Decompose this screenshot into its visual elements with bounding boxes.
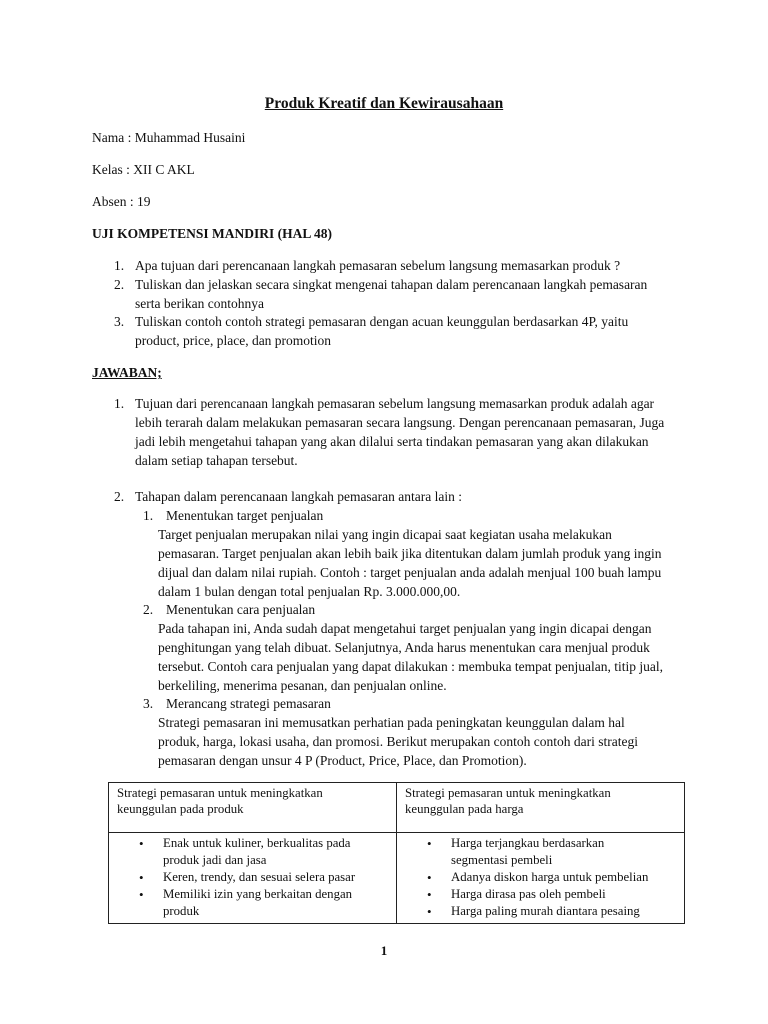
question-text: product, price, place, dan promotion [135,333,332,348]
header-line: Strategi pemasaran untuk meningkatkan [405,786,611,800]
section-heading: UJI KOMPETENSI MANDIRI (HAL 48) [92,226,333,241]
answer-text: Tujuan dari perencanaan langkah pemasaran sebelum langsung memasarkan produk adalah agar [135,396,655,411]
table-cell [397,833,685,924]
bullet-list [117,835,388,920]
table-header-cell [109,783,397,833]
step-text: Target penjualan merupakan nilai yang ingin dicapai saat kegiatan usaha melakukan [158,527,612,542]
step-text: dijual dan dalam nilai rupiah. Contoh : target penjualan anda adalah menjual 100 buah lampu [158,565,662,580]
document-title: Produk Kreatif dan Kewirausahaan [264,95,504,112]
answer-number: 1. [114,396,125,411]
table-header-cell [397,783,685,833]
step-number: 3. [143,696,154,711]
student-class: Kelas : XII C AKL [92,162,195,177]
question-number: 3. [114,314,125,329]
list-item [117,869,388,886]
answer-text: lebih terarah dalam melakukan pemasaran secara langsung. Dengan perencanaan pemasaran, Juga [135,415,665,430]
step-heading: Merancang strategi pemasaran [166,696,331,711]
answer-text: jadi lebih mengetahui tahapan yang akan dilalui serta tindakan pemasaran yang akan dilakukan [135,434,649,449]
table-header-row [109,783,685,833]
list-item-line: produk [163,904,200,918]
question-text: Tuliskan dan jelaskan secara singkat mengenai tahapan dalam perencanaan langkah pemasaran [135,277,648,292]
answer-intro: Tahapan dalam perencanaan langkah pemasaran antara lain : [135,489,463,504]
answer-text: dalam setiap tahapan tersebut. [135,453,298,468]
list-item [117,835,388,869]
student-absen: Absen : 19 [92,194,151,209]
step-number: 2. [143,602,154,617]
list-item-line: segmentasi pembeli [451,853,553,867]
step-heading: Menentukan cara penjualan [166,602,316,617]
answers-heading: JAWABAN; [92,365,162,380]
bullet-list [405,835,676,920]
step-heading: Menentukan target penjualan [166,508,324,523]
list-item-line: • Adanya diskon harga untuk pembelian [451,870,649,884]
answer-number: 2. [114,489,125,504]
question-number: 2. [114,277,125,292]
list-item-line: • Memiliki izin yang berkaitan dengan [163,887,353,901]
step-number: 1. [143,508,154,523]
header-line: Strategi pemasaran untuk meningkatkan [117,786,323,800]
list-item-line: produk jadi dan jasa [163,853,267,867]
list-item-line: • Keren, trendy, dan sesuai selera pasar [163,870,356,884]
list-item-line: • Enak untuk kuliner, berkualitas pada [163,836,351,850]
list-item [405,886,676,903]
header-line: keunggulan pada produk [117,802,244,816]
question-number: 1. [114,258,125,273]
table-row [109,833,685,924]
step-text: pemasaran dengan unsur 4 P (Product, Price, Place, dan Promotion). [158,753,527,768]
question-text: Tuliskan contoh contoh strategi pemasaran dengan acuan keunggulan berdasarkan 4P, yaitu [135,314,629,329]
page-number: 1 [380,943,388,958]
step-text: Strategi pemasaran ini memusatkan perhatian pada peningkatan keunggulan dalam hal [158,715,625,730]
step-text: produk, harga, lokasi usaha, dan promosi. Berikut merupakan contoh contoh dari strategi [158,734,639,749]
step-text: tersebut. Contoh cara penjualan yang dapat dilakukan : membuka tempat penjualan, titip jual, [158,659,663,674]
step-text: dalam 1 bulan dengan total penjualan Rp. 3.000.000,00. [158,584,461,599]
step-text: pemasaran. Target penjualan akan lebih baik jika ditentukan dalam jumlah produk yang ingin [158,546,662,561]
table-cell [109,833,397,924]
step-text: berkeliling, menerima pesanan, dan penjualan online. [158,678,447,693]
header-line: keunggulan pada harga [405,802,524,816]
list-item [405,835,676,869]
question-text: Apa tujuan dari perencanaan langkah pemasaran sebelum langsung memasarkan produk ? [135,258,621,273]
list-item-line: • Harga dirasa pas oleh pembeli [451,887,606,901]
strategy-table [108,782,685,924]
step-text: Pada tahapan ini, Anda sudah dapat mengetahui target penjualan yang ingin dicapai dengan [158,621,652,636]
list-item [405,903,676,920]
step-text: penghitungan yang telah dibuat. Selanjutnya, Anda harus menentukan cara menjual produk [158,640,650,655]
list-item [405,869,676,886]
list-item [117,886,388,920]
question-text: serta berikan contohnya [135,296,264,311]
list-item-line: • Harga terjangkau berdasarkan [451,836,605,850]
list-item-line: • Harga paling murah diantara pesaing [451,904,640,918]
student-name: Nama : Muhammad Husaini [92,130,246,145]
